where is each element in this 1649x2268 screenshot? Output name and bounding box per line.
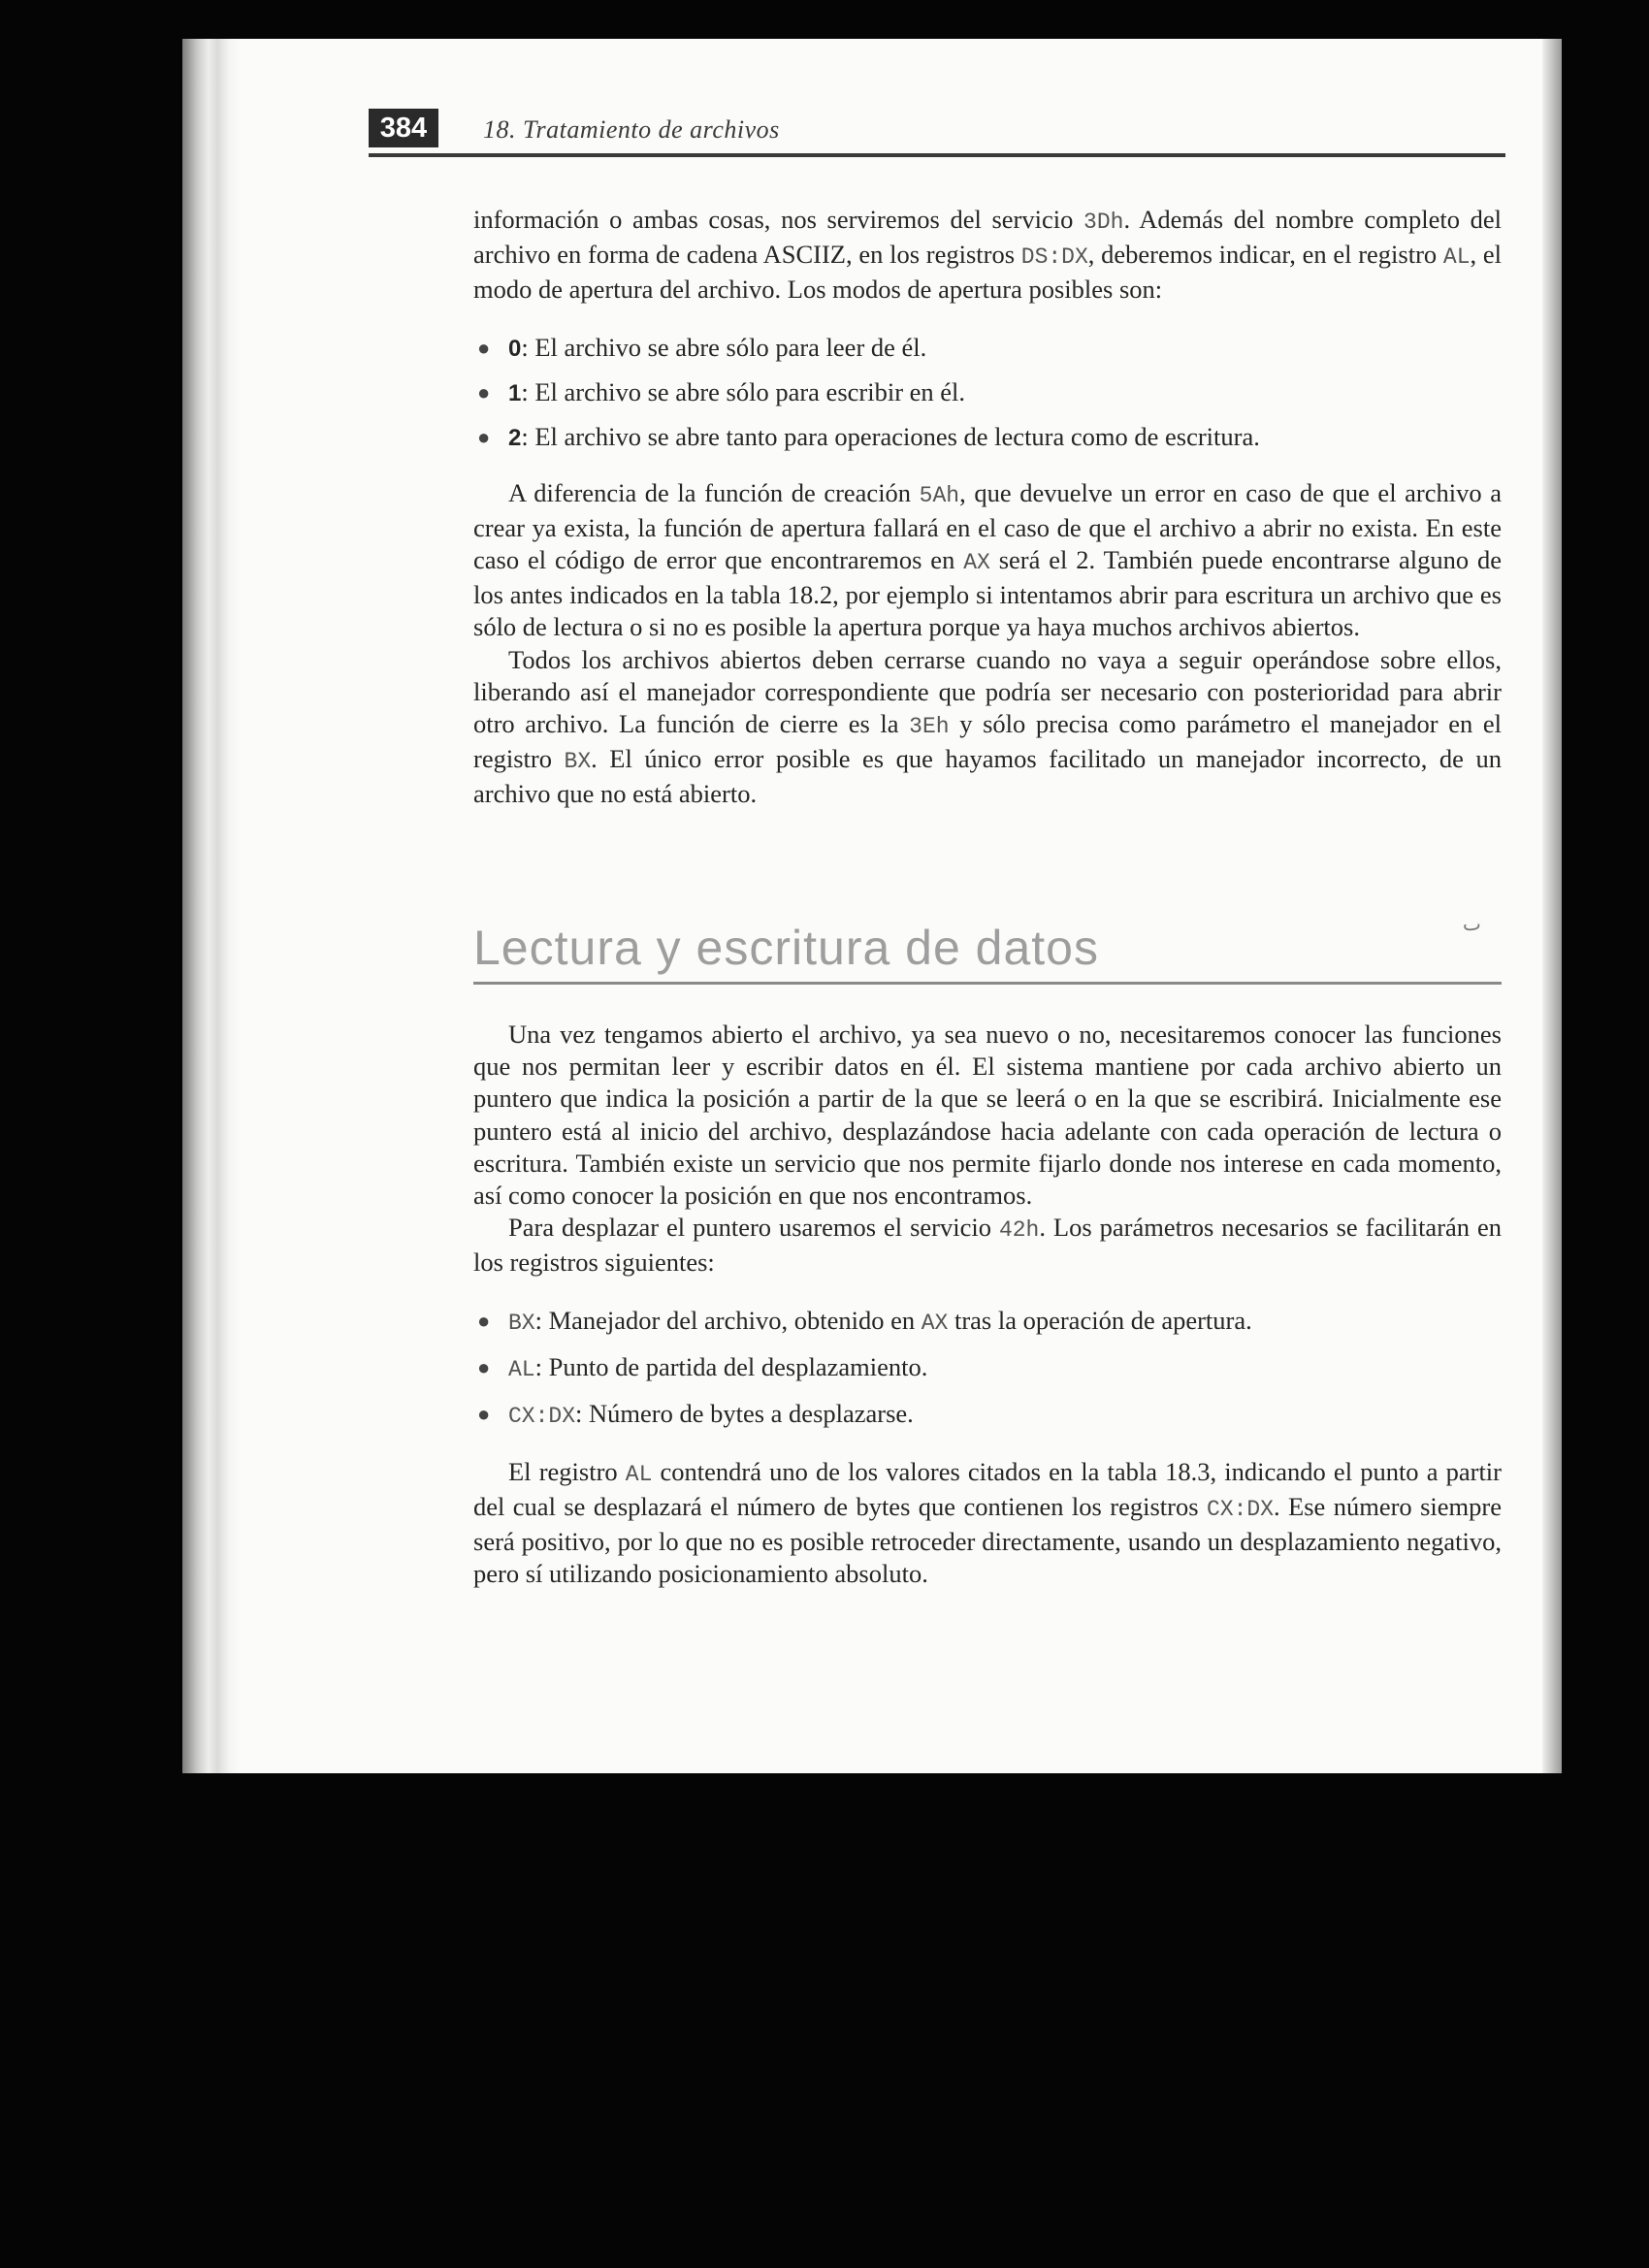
code-ax: AX [963, 550, 990, 576]
paragraph-read-write-intro: Una vez tengamos abierto el archivo, ya sea nuevo o no, necesitaremos conocer las funciones que nos permitan leer y escribir datos en él. El sistema mantiene por cada archivo abierto un puntero que indica la posición a partir de la que se leerá o en la que se escribirá. Inicialmente ese puntero está al inicio del archivo, desplazándose hacia adelante con cada operación de lectura o escritura. También existe un servicio que nos permite fijarlo donde nos interese en cada momento, así como conocer la posición en que nos encontramos. [473, 1020, 1502, 1211]
bullet-icon: ● [477, 335, 491, 360]
list-item: ● 2: El archivo se abre tanto para operaciones de lectura como de escritura. [477, 421, 1260, 451]
bullet-icon: ● [477, 1308, 491, 1333]
bullet-icon: ● [477, 379, 491, 405]
paragraph-seek-service: Para desplazar el puntero usaremos el servicio 42h. Los parámetros necesarios se facilitarán en los registros siguientes: [473, 1213, 1502, 1278]
spine-shadow [1542, 39, 1562, 1773]
list-item: ● 1: El archivo se abre sólo para escribir en él. [477, 376, 966, 406]
pen-mark: ٮ [1463, 914, 1481, 935]
section-text-block [473, 1019, 1502, 1590]
scan-background-top [0, 0, 1649, 39]
bullet-icon: ● [477, 1354, 491, 1379]
list-item: ● CX:DX: Número de bytes a desplazarse. [477, 1398, 914, 1429]
code-al: AL [1442, 244, 1471, 271]
code-42h: 42h [998, 1217, 1040, 1244]
open-modes-list [473, 332, 1502, 454]
bullet-icon: ● [477, 424, 491, 449]
seek-params-list [473, 1305, 1502, 1433]
code-3dh: 3Dh [1083, 210, 1124, 235]
code-cx-dx: CX:DX [1206, 1496, 1274, 1522]
running-head: 18. Tratamiento de archivos [483, 115, 780, 144]
page-stack-edge [182, 39, 241, 1773]
section-heading-rule [473, 982, 1502, 985]
paragraph-seek-origin: El registro AL contendrá uno de los valores citados en la tabla 18.3, indicando el punto a partir del cual se desplazará el número de bytes que contienen los registros CX:DX. Ese número siempre será positivo, por lo que no es posible retroceder directamente, usando un desplazamiento negativo, pero sí utilizando posicionamiento absoluto. [473, 1456, 1502, 1589]
code-al: AL [625, 1461, 653, 1487]
paragraph-open-errors: A diferencia de la función de creación 5Ah, que devuelve un error en caso de que el archivo a crear ya exista, la función de apertura fallará en el caso de que el archivo a abrir no exista. En este caso el código de error que encontraremos en AX será el 2. También puede encontrarse alguno de los antes indicados en la tabla 18.2, por ejemplo si intentamos abrir para escritura un archivo que es sólo de lectura o si no es posible la apertura porque ya haya muchos archivos abiertos. [473, 477, 1502, 642]
paragraph-open-service: información o ambas cosas, nos serviremos del servicio 3Dh. Además del nombre completo del archivo en forma de cadena ASCIIZ, en los registros DS:DX, deberemos indicar, en el registro AL, el modo de apertura del archivo. Los modos de apertura posibles son: [473, 205, 1502, 305]
code-3eh: 3Eh [909, 714, 950, 740]
code-ds-dx: DS:DX [1020, 244, 1088, 271]
list-item: ● BX: Manejador del archivo, obtenido en AX tras la operación de apertura. [477, 1305, 1252, 1336]
page-number: 384 [369, 109, 438, 147]
list-item: ● AL: Punto de partida del desplazamiento. [477, 1351, 928, 1382]
header-rule [369, 153, 1505, 157]
page-header [369, 109, 1505, 159]
top-text-block [473, 204, 1502, 811]
scan-background-bottom [0, 1773, 1649, 2268]
bullet-icon: ● [477, 1401, 491, 1426]
paragraph-close-service: Todos los archivos abiertos deben cerrarse cuando no vaya a seguir operándose sobre ellos, liberando así el manejador correspondiente que podría ser necesario con posterioridad para abrir otro archivo. La función de cierre es la 3Eh y sólo precisa como parámetro el manejador en el registro BX. El único error posible es que hayamos facilitado un manejador incorrecto, de un archivo que no está abierto. [473, 644, 1503, 809]
code-5ah: 5Ah [919, 482, 960, 508]
section-heading: Lectura y escritura de datos [473, 921, 1099, 975]
code-bx: BX [564, 749, 592, 775]
list-item: ● 0: El archivo se abre sólo para leer de él. [477, 332, 927, 362]
